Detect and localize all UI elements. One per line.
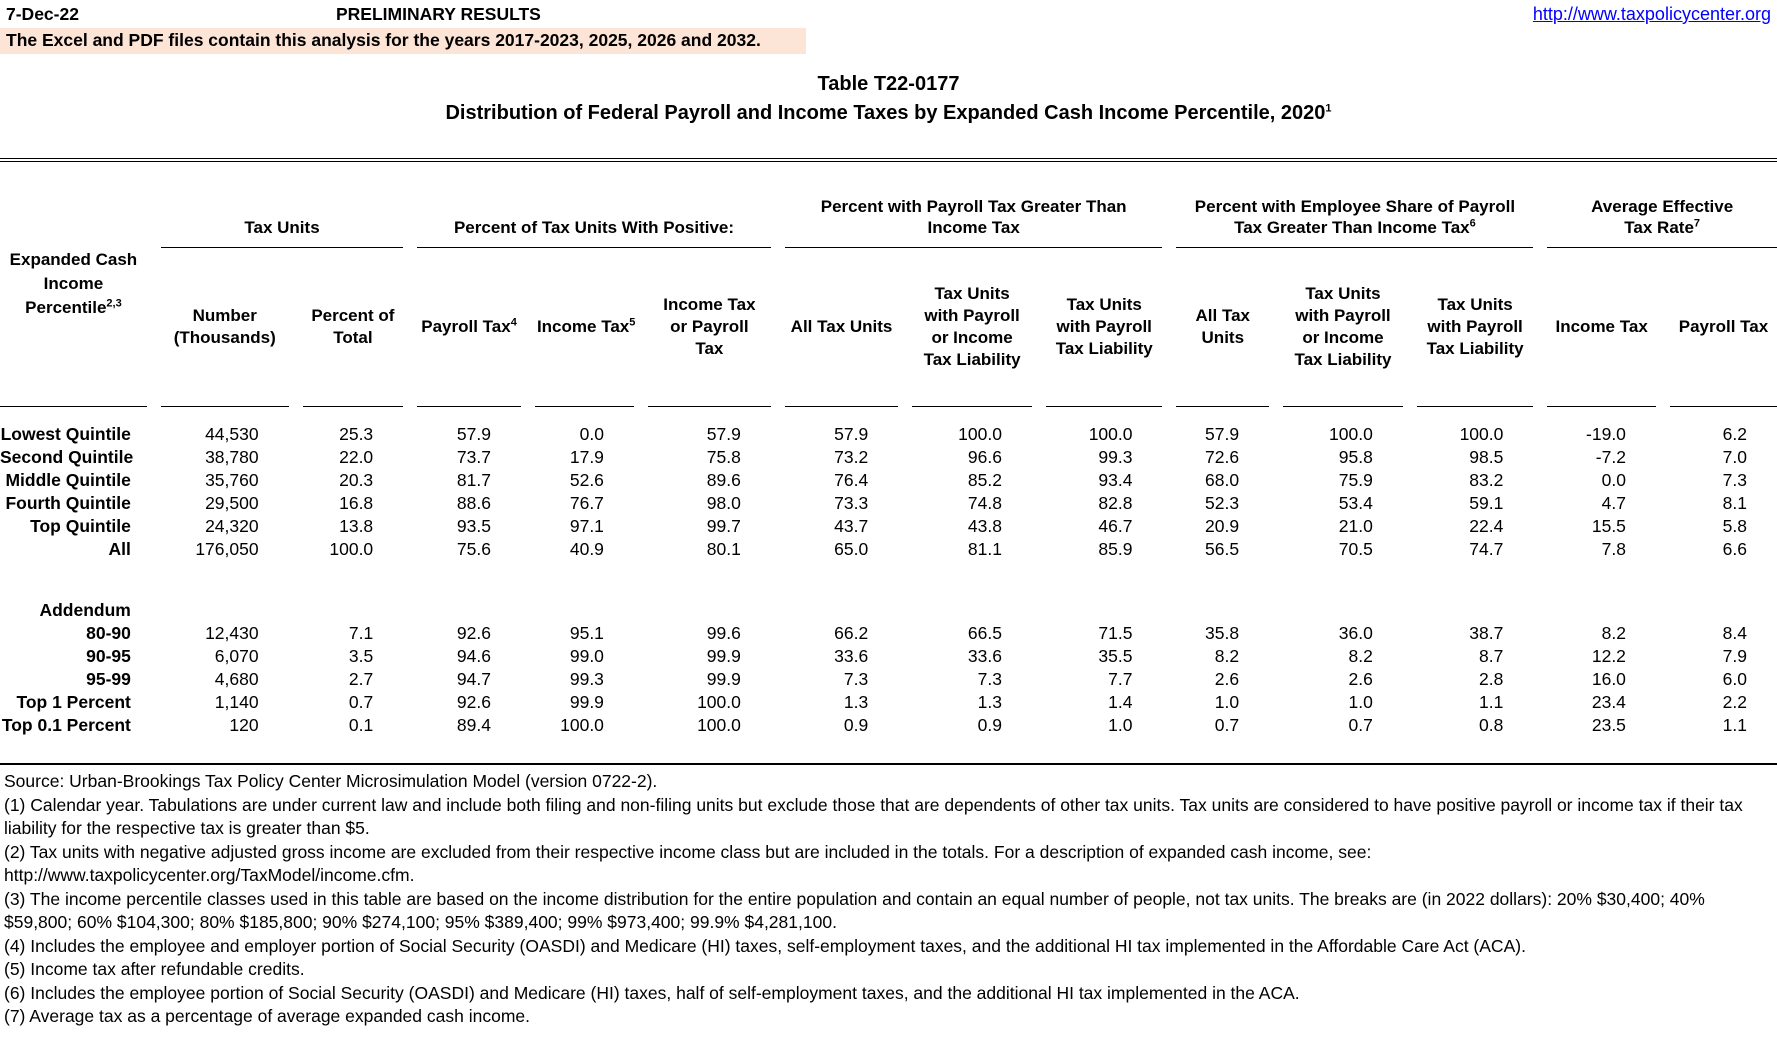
cell-value (1283, 599, 1403, 622)
row-label: Second Quintile (0, 447, 134, 467)
cell-value: 6.2 (1722, 424, 1747, 444)
table-number-title: Table T22-0177 (817, 73, 960, 95)
cell-value: 1.0 (1108, 715, 1133, 735)
cell-value: 59.1 (1469, 493, 1504, 513)
cell-value (1176, 599, 1269, 622)
cell-value: 120 (229, 715, 259, 735)
cell-value: 71.5 (1098, 623, 1133, 643)
sub-header-all-tax-units: All Tax Units (1176, 248, 1269, 407)
cell-value: 93.4 (1098, 470, 1133, 490)
cell-value: 100.0 (958, 424, 1002, 444)
cell-value: 6.6 (1722, 539, 1747, 559)
cell-value: 66.2 (834, 623, 869, 643)
cell-value: 7.0 (1722, 447, 1747, 467)
cell-value: 1.3 (977, 692, 1002, 712)
cell-value: 2.8 (1479, 669, 1504, 689)
cell-value: -7.2 (1595, 447, 1626, 467)
spacer-cell (0, 561, 1777, 599)
cell-value: 98.0 (706, 493, 741, 513)
footnote-line: (2) Tax units with negative adjusted gross income are excluded from their respective income class but are included in the totals. For a description of expanded cash income, see: (4, 841, 1372, 862)
sub-header-units-payroll-or-income-liability: Tax Units with Payroll or Income Tax Liability (1283, 248, 1403, 407)
cell-value: 33.6 (967, 646, 1002, 666)
cell-value: 35.5 (1098, 646, 1133, 666)
cell-value: 99.3 (569, 669, 604, 689)
cell-value: 22.0 (339, 447, 374, 467)
table-row (0, 599, 1777, 622)
sub-header-payroll-tax-rate: Payroll Tax (1670, 248, 1777, 407)
column-header-income-percentile: Expanded Cash Income Percentile$^{2,3}$ (0, 162, 147, 407)
cell-value: 5.8 (1722, 516, 1747, 536)
row-label: 95-99 (86, 669, 131, 689)
cell-value: 99.9 (706, 669, 741, 689)
table-subtitle-text: Distribution of Federal Payroll and Income Taxes by Expanded Cash Income Percentile, 2020 (445, 102, 1326, 124)
cell-value: 56.5 (1205, 539, 1240, 559)
cell-value: 100.0 (1329, 424, 1373, 444)
table-row (0, 407, 1777, 446)
cell-value: 85.9 (1098, 539, 1133, 559)
cell-value: 16.0 (1591, 669, 1626, 689)
cell-value: 89.4 (456, 715, 491, 735)
group-header-tax-units: Tax Units (161, 162, 403, 248)
cell-value: 36.0 (1338, 623, 1373, 643)
cell-value: 72.6 (1205, 447, 1240, 467)
cell-value: 43.7 (834, 516, 869, 536)
cell-value: 1.0 (1348, 692, 1373, 712)
cell-value: 0.7 (348, 692, 374, 712)
cell-value: 89.6 (706, 470, 741, 490)
cell-value: 23.5 (1591, 715, 1626, 735)
table-row (0, 492, 1777, 515)
cell-value: 8.2 (1601, 623, 1626, 643)
sub-header-income-or-payroll-tax: Income Tax or Payroll Tax (648, 248, 771, 407)
cell-value: 4,680 (214, 669, 259, 689)
cell-value: 97.1 (569, 516, 604, 536)
cell-value: 94.6 (456, 646, 491, 666)
cell-value: 7.7 (1108, 669, 1133, 689)
cell-value: 57.9 (1205, 424, 1240, 444)
cell-value: 76.4 (834, 470, 869, 490)
footnote-line: (4) Includes the employee and employer portion of Social Security (OASDI) and Medicare (HI) taxes, self-employment taxes, and the additional HI tax implemented in the Affordable Care Act (ACA). (4, 935, 1526, 956)
cell-value: 0.9 (977, 715, 1002, 735)
cell-value: 44,530 (205, 424, 259, 444)
cell-value: 38.7 (1469, 623, 1504, 643)
table-row (0, 691, 1777, 714)
cell-value: 100.0 (697, 715, 741, 735)
sub-header-units-payroll-liability: Tax Units with Payroll Tax Liability (1417, 248, 1534, 407)
cell-value: 1.4 (1108, 692, 1133, 712)
sub-header-units-payroll-liability: Tax Units with Payroll Tax Liability (1046, 248, 1163, 407)
table-subtitle (0, 98, 1777, 128)
cell-value: 35.8 (1205, 623, 1240, 643)
cell-value: 0.7 (1348, 715, 1373, 735)
cell-value: 81.1 (967, 539, 1002, 559)
cell-value: 22.4 (1469, 516, 1504, 536)
cell-value: 46.7 (1098, 516, 1133, 536)
sub-header-income-tax: Income Tax$^5$ (535, 248, 634, 407)
cell-value: 100.0 (697, 692, 741, 712)
cell-value: 20.3 (339, 470, 374, 490)
cell-value: 81.7 (456, 470, 491, 490)
cell-value: 8.4 (1722, 623, 1747, 643)
cell-value: 57.9 (456, 424, 491, 444)
row-label: All (108, 539, 131, 559)
cell-value (912, 599, 1032, 622)
title-block (0, 70, 1777, 128)
cell-value: 176,050 (195, 539, 259, 559)
cell-value: 13.8 (339, 516, 374, 536)
cell-value: 68.0 (1205, 470, 1240, 490)
cell-value: 20.9 (1205, 516, 1240, 536)
cell-value: 66.5 (967, 623, 1002, 643)
banner-note: The Excel and PDF files contain this analysis for the years 2017-2023, 2025, 2026 and 2032. (0, 28, 806, 54)
preliminary-results-label: PRELIMINARY RESULTS (336, 4, 541, 24)
table-zone (0, 158, 1777, 765)
cell-value: 99.3 (1098, 447, 1133, 467)
cell-value: 83.2 (1469, 470, 1504, 490)
cell-value: 33.6 (834, 646, 869, 666)
cell-value: 1,140 (214, 692, 259, 712)
cell-value: 99.0 (569, 646, 604, 666)
group-header-percent-positive: Percent of Tax Units With Positive: (417, 162, 771, 248)
cell-value: 0.1 (348, 715, 374, 735)
group-header-employee-share-greater: Percent with Employee Share of Payroll Tax Greater Than Income Tax$^6$ (1176, 162, 1533, 248)
cell-value: 99.7 (706, 516, 741, 536)
row-label: Top 0.1 Percent (1, 715, 131, 735)
table-row (0, 446, 1777, 469)
cell-value: 29,500 (205, 493, 259, 513)
footnote-line: (6) Includes the employee portion of Social Security (OASDI) and Medicare (HI) taxes, half of self-employment taxes, and the additional HI tax implemented in the ACA. (4, 982, 1300, 1003)
cell-value: 100.0 (1459, 424, 1504, 444)
cell-value: 0.8 (1479, 715, 1504, 735)
cell-value (785, 599, 898, 622)
cell-value: 88.6 (456, 493, 491, 513)
footnotes (0, 770, 1777, 1029)
cell-value: 2.6 (1214, 669, 1240, 689)
row-label: 80-90 (86, 623, 131, 643)
footnote-line: (5) Income tax after refundable credits. (4, 959, 305, 979)
cell-value: 53.4 (1338, 493, 1373, 513)
cell-value: 99.9 (706, 646, 741, 666)
cell-value: 7.3 (977, 669, 1002, 689)
cell-value: 1.0 (1214, 692, 1240, 712)
sub-header-income-tax-rate: Income Tax (1547, 248, 1656, 407)
cell-value: 2.7 (348, 669, 374, 689)
cell-value: 6,070 (214, 646, 259, 666)
cell-value: 8.1 (1722, 493, 1747, 513)
footnote-line: (3) The income percentile classes used in this table are based on the income distribution for the entire population and contain an equal number of people, not tax units. The breaks are (in 2022 dollars): 20% $30,400; 40% $59,800; 60% $104,300; 80% $185,800; 90% $274,100; 95% $389,400; 99% $973,400; 99.9% $4,281,100. (4, 888, 1705, 932)
cell-value (535, 599, 634, 622)
cell-value: 25.3 (339, 424, 374, 444)
cell-value: 95.8 (1338, 447, 1373, 467)
cell-value: 75.8 (706, 447, 741, 467)
cell-value (161, 599, 289, 622)
cell-value: 70.5 (1338, 539, 1373, 559)
table-row (0, 714, 1777, 763)
cell-value: 12.2 (1591, 646, 1626, 666)
cell-value: 100.0 (329, 539, 374, 559)
cell-value: 8.7 (1479, 646, 1504, 666)
group-header-average-effective-rate: Average Effective Tax Rate$^7$ (1547, 162, 1777, 248)
cell-value: 100.0 (1088, 424, 1133, 444)
cell-value (1670, 599, 1777, 622)
cell-value: 99.6 (706, 623, 741, 643)
cell-value: 7.3 (843, 669, 869, 689)
cell-value: 38,780 (205, 447, 259, 467)
cell-value: 6.0 (1722, 669, 1747, 689)
cell-value: 2.6 (1348, 669, 1373, 689)
cell-value: 7.8 (1601, 539, 1626, 559)
cell-value: 96.6 (967, 447, 1002, 467)
cell-value: 16.8 (339, 493, 374, 513)
cell-value (1417, 599, 1534, 622)
cell-value: 4.7 (1601, 493, 1626, 513)
footnote-line: (7) Average tax as a percentage of average expanded cash income. (4, 1006, 530, 1026)
row-label: Fourth Quintile (5, 493, 131, 513)
cell-value: 73.3 (834, 493, 869, 513)
row-label: Middle Quintile (5, 470, 131, 490)
cell-value (648, 599, 771, 622)
cell-value: 75.9 (1338, 470, 1373, 490)
table-row (0, 622, 1777, 645)
cell-value: 98.5 (1469, 447, 1504, 467)
table-row (0, 538, 1777, 561)
row-label: Addendum (39, 600, 131, 620)
sub-header-number-thousands: Number (Thousands) (161, 248, 289, 407)
cell-value: 1.3 (843, 692, 869, 712)
cell-value: 7.9 (1722, 646, 1747, 666)
cell-value: 7.3 (1722, 470, 1747, 490)
cell-value: 23.4 (1591, 692, 1626, 712)
cell-value: 93.5 (456, 516, 491, 536)
cell-value: 73.7 (456, 447, 491, 467)
cell-value: 43.8 (967, 516, 1002, 536)
payroll-income-distribution-table (0, 158, 1777, 765)
cell-value: 15.5 (1591, 516, 1626, 536)
group-header-payroll-greater: Percent with Payroll Tax Greater Than Income Tax (785, 162, 1163, 248)
cell-value: 0.9 (843, 715, 869, 735)
cell-value: 1.1 (1479, 692, 1504, 712)
cell-value: 40.9 (569, 539, 604, 559)
cell-value: 80.1 (706, 539, 741, 559)
table-row (0, 515, 1777, 538)
footnote-line: (1) Calendar year. Tabulations are under current law and include both filing and non-filing units but exclude those that are dependents of other tax units. Tax units are considered to have positive payroll or income tax if their tax liability for the respective tax is greater than $5. (4, 794, 1743, 838)
cell-value: 3.5 (348, 646, 374, 666)
table-row (0, 469, 1777, 492)
cell-value: 2.2 (1722, 692, 1747, 712)
sub-header-row (0, 248, 1777, 407)
cell-value: 82.8 (1098, 493, 1133, 513)
subtitle-footnote-marker: 1 (1325, 102, 1332, 115)
row-label: 90-95 (86, 646, 131, 666)
sub-header-units-payroll-or-income-liability: Tax Units with Payroll or Income Tax Liability (912, 248, 1032, 407)
sub-header-percent-of-total: Percent of Total (303, 248, 404, 407)
cell-value: 0.7 (1214, 715, 1240, 735)
spacer-row (0, 561, 1777, 599)
cell-value: 100.0 (560, 715, 604, 735)
cell-value: 8.2 (1348, 646, 1373, 666)
site-link[interactable]: http://www.taxpolicycenter.org (1532, 4, 1771, 24)
row-label: Top 1 Percent (16, 692, 131, 712)
cell-value: 74.7 (1469, 539, 1504, 559)
cell-value: 57.9 (706, 424, 741, 444)
cell-value: 0.0 (1601, 470, 1626, 490)
cell-value: 74.8 (967, 493, 1002, 513)
cell-value (303, 599, 404, 622)
cell-value: 8.2 (1214, 646, 1240, 666)
footnote-line: Source: Urban-Brookings Tax Policy Center Microsimulation Model (version 0722-2). (4, 771, 658, 791)
cell-value: 1.1 (1722, 715, 1747, 735)
row-label: Lowest Quintile (0, 424, 131, 444)
cell-value (417, 599, 521, 622)
cell-value: 12,430 (205, 623, 259, 643)
cell-value: 24,320 (205, 516, 259, 536)
top-strip (0, 0, 1777, 25)
group-header-row (0, 162, 1777, 248)
footnote-line: http://www.taxpolicycenter.org/TaxModel/income.cfm. (4, 865, 415, 885)
table-body (0, 407, 1777, 763)
cell-value: 52.3 (1205, 493, 1240, 513)
cell-value: 73.2 (834, 447, 869, 467)
table-row (0, 668, 1777, 691)
cell-value: 92.6 (456, 623, 491, 643)
sub-header-payroll-tax: Payroll Tax$^4$ (417, 248, 521, 407)
cell-value: 17.9 (569, 447, 604, 467)
cell-value: -19.0 (1586, 424, 1626, 444)
cell-value (1547, 599, 1656, 622)
cell-value: 99.9 (569, 692, 604, 712)
date-label: 7-Dec-22 (6, 4, 79, 24)
cell-value: 65.0 (834, 539, 869, 559)
sub-header-all-tax-units: All Tax Units (785, 248, 898, 407)
cell-value: 21.0 (1338, 516, 1373, 536)
cell-value: 7.1 (348, 623, 374, 643)
cell-value: 94.7 (456, 669, 491, 689)
cell-value: 95.1 (569, 623, 604, 643)
cell-value: 57.9 (834, 424, 869, 444)
cell-value: 75.6 (456, 539, 491, 559)
cell-value: 35,760 (205, 470, 259, 490)
cell-value (1046, 599, 1163, 622)
cell-value: 76.7 (569, 493, 604, 513)
row-label: Top Quintile (30, 516, 131, 536)
cell-value: 52.6 (569, 470, 604, 490)
cell-value: 92.6 (456, 692, 491, 712)
table-row (0, 645, 1777, 668)
cell-value: 0.0 (579, 424, 604, 444)
cell-value: 85.2 (967, 470, 1002, 490)
